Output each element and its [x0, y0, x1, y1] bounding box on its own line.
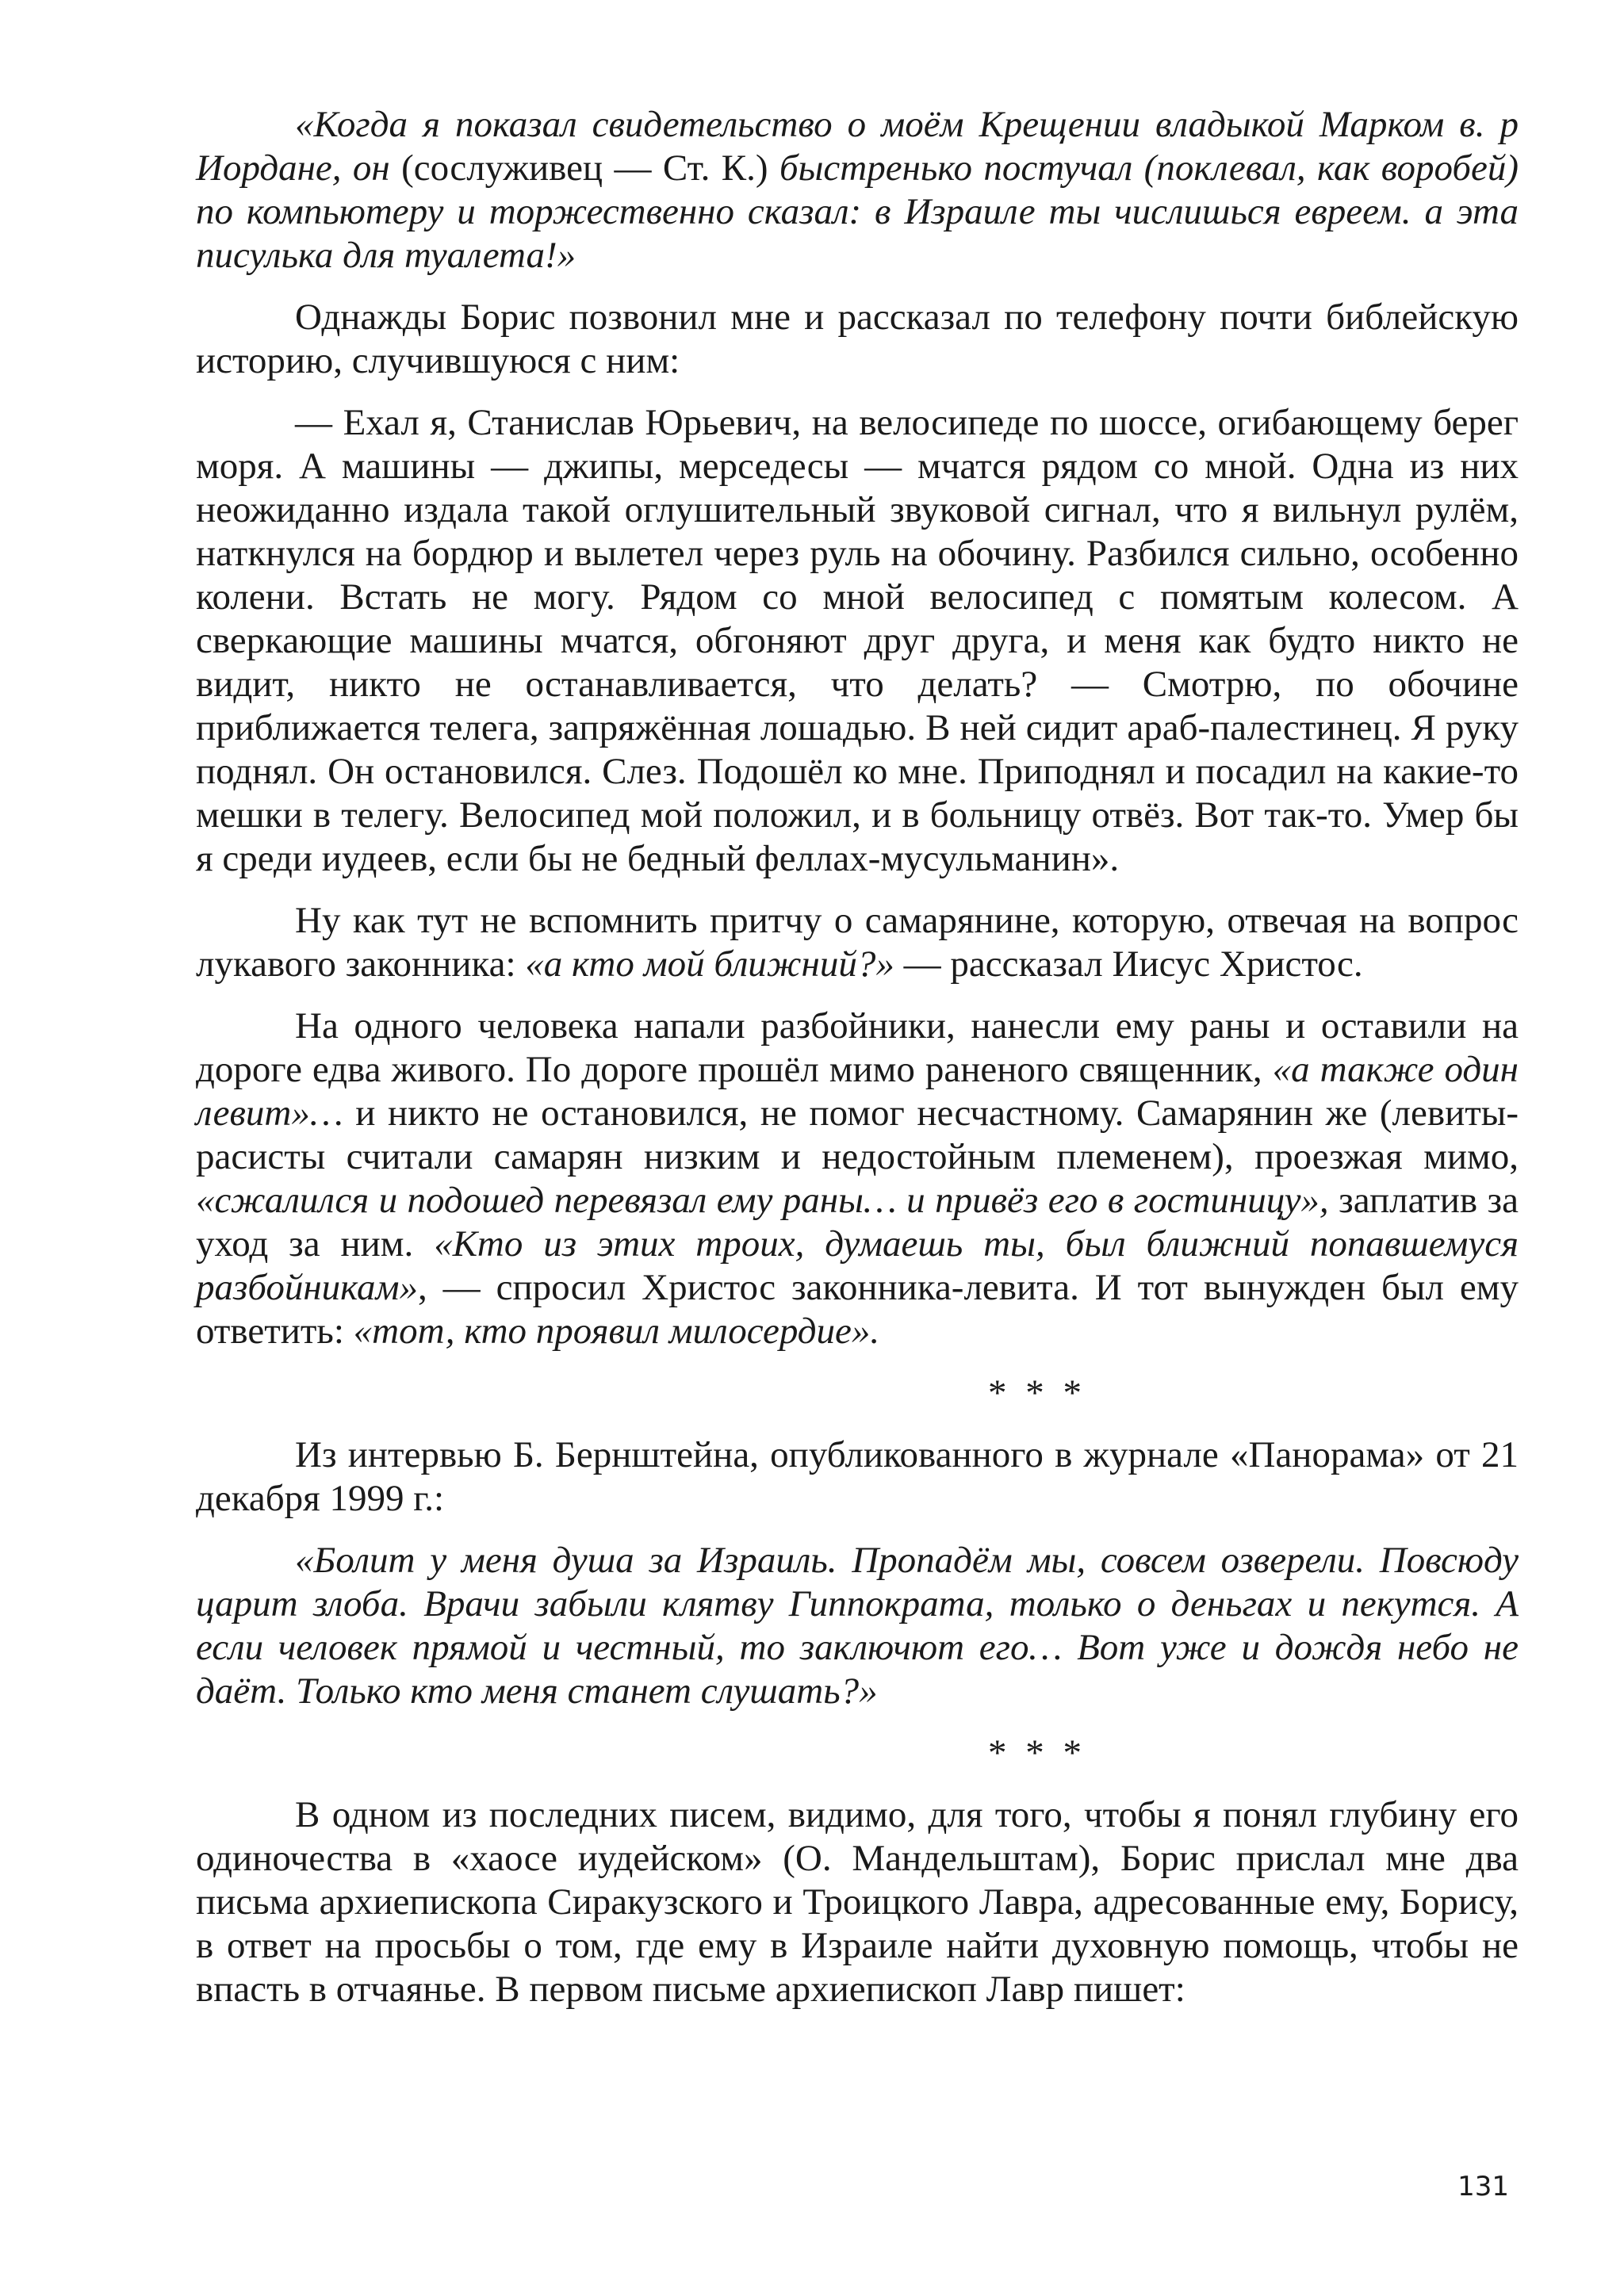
text-segment: Однажды Борис позвонил мне и рассказал по телефону почти библейскую историю, случившуюся с ним:: [196, 297, 1519, 381]
text-segment: «Болит у меня душа за Израиль. Пропадём мы, совсем озверели. Повсюду царит злоба. Врачи забыли клятву Гиппократа, только о деньгах и пекутся. А если человек прямой и честный, то заключют его… Вот уже и дождя небо не даёт. Только кто меня станет слушать?»: [196, 1540, 1519, 1712]
text-segment: «Когда я показал свидетельство о моём Крещении владыкой Марком в. р Иордане, он: [196, 104, 1519, 189]
text-segment: «а также один левит»…: [196, 1049, 1519, 1134]
text-segment: «тот, кто проявил милосердие».: [353, 1311, 880, 1352]
text-segment: — рассказал Иисус Христос.: [894, 943, 1363, 985]
page-body: [196, 103, 1519, 2030]
paragraph-interview-intro: [196, 1433, 1519, 1521]
text-segment: «сжалился и подошед перевязал ему раны… и привёз его в гостиницу»,: [196, 1180, 1329, 1221]
text-segment: , — спросил Христос законника-левита. И тот вынужден был ему ответить:: [196, 1267, 1519, 1352]
paragraph-samaritan-parable: [196, 1004, 1519, 1353]
text-segment: и никто не остановился, не помог несчастному. Самарянин же (левиты-расисты считали самарян низким и недостойным племенем), проезжая мимо,: [196, 1093, 1519, 1177]
text-segment: На одного человека напали разбойники, нанесли ему раны и оставили на дороге едва живого. По дороге прошёл мимо раненого священник,: [196, 1005, 1519, 1090]
text-segment: Из интервью Б. Бернштейна, опубликованного в журнале «Панорама» от 21 декабря 1999 г.:: [196, 1434, 1519, 1519]
text-segment: заплатив за уход за ним.: [196, 1180, 1519, 1265]
text-segment: (сослуживец — Ст. К.): [401, 147, 779, 189]
paragraph-quote-baptism: [196, 103, 1519, 277]
page-number: 131: [1457, 2171, 1509, 2202]
paragraph-parable-intro: [196, 899, 1519, 986]
section-separator: * * *: [988, 1372, 1086, 1414]
section-separator: * * *: [988, 1732, 1086, 1774]
text-segment: «Кто из этих троих, думаешь ты, был ближний попавшемуся разбойникам»: [196, 1223, 1519, 1308]
paragraph-letters: [196, 1793, 1519, 2011]
text-segment: быстренько постучал (поклевал, как воробей) по компьютеру и торжественно сказал: в Израиле ты числишься евреем. а эта писулька для туалета!»: [196, 147, 1519, 276]
paragraph-bicycle-story: [196, 401, 1519, 881]
text-segment: — Ехал я, Станислав Юрьевич, на велосипеде по шоссе, огибающему берег моря. А машины — джипы, мерседесы — мчатся рядом со мной. Одна из них неожиданно издала такой оглушительный звуковой сигнал, что я вильнул рулём, наткнулся на бордюр и вылетел через руль на обочину. Разбился сильно, особенно колени. Встать не могу. Рядом со мной велосипед с помятым колесом. А сверкающие машины мчатся, обгоняют друг друга, и меня как будто никто не видит, никто не останавливается, что делать? — Смотрю, по обочине приближается телега, запряжённая лошадью. В ней сидит араб-палестинец. Я руку поднял. Он остановился. Слез. Подошёл ко мне. Приподнял и посадил на какие-то мешки в телегу. Велосипед мой положил, и в больницу отвёз. Вот так-то. Умер бы я среди иудеев, если бы не бедный феллах-мусульманин».: [196, 402, 1519, 879]
text-segment: В одном из последних писем, видимо, для того, чтобы я понял глубину его одиночества в «хаосе иудейском» (О. Мандельштам), Борис прислал мне два письма архиепископа Сиракузского и Троицкого Лавра, адресованные ему, Борису, в ответ на просьбы о том, где ему в Израиле найти духовную помощь, чтобы не впасть в отчаянье. В первом письме архиепископ Лавр пишет:: [196, 1794, 1519, 2010]
text-segment: «а кто мой ближний?»: [525, 943, 894, 985]
paragraph-boris-call: [196, 296, 1519, 383]
paragraph-interview-quote: [196, 1539, 1519, 1713]
text-segment: Ну как тут не вспомнить притчу о самарянине, которую, отвечая на вопрос лукавого законника:: [196, 900, 1519, 985]
